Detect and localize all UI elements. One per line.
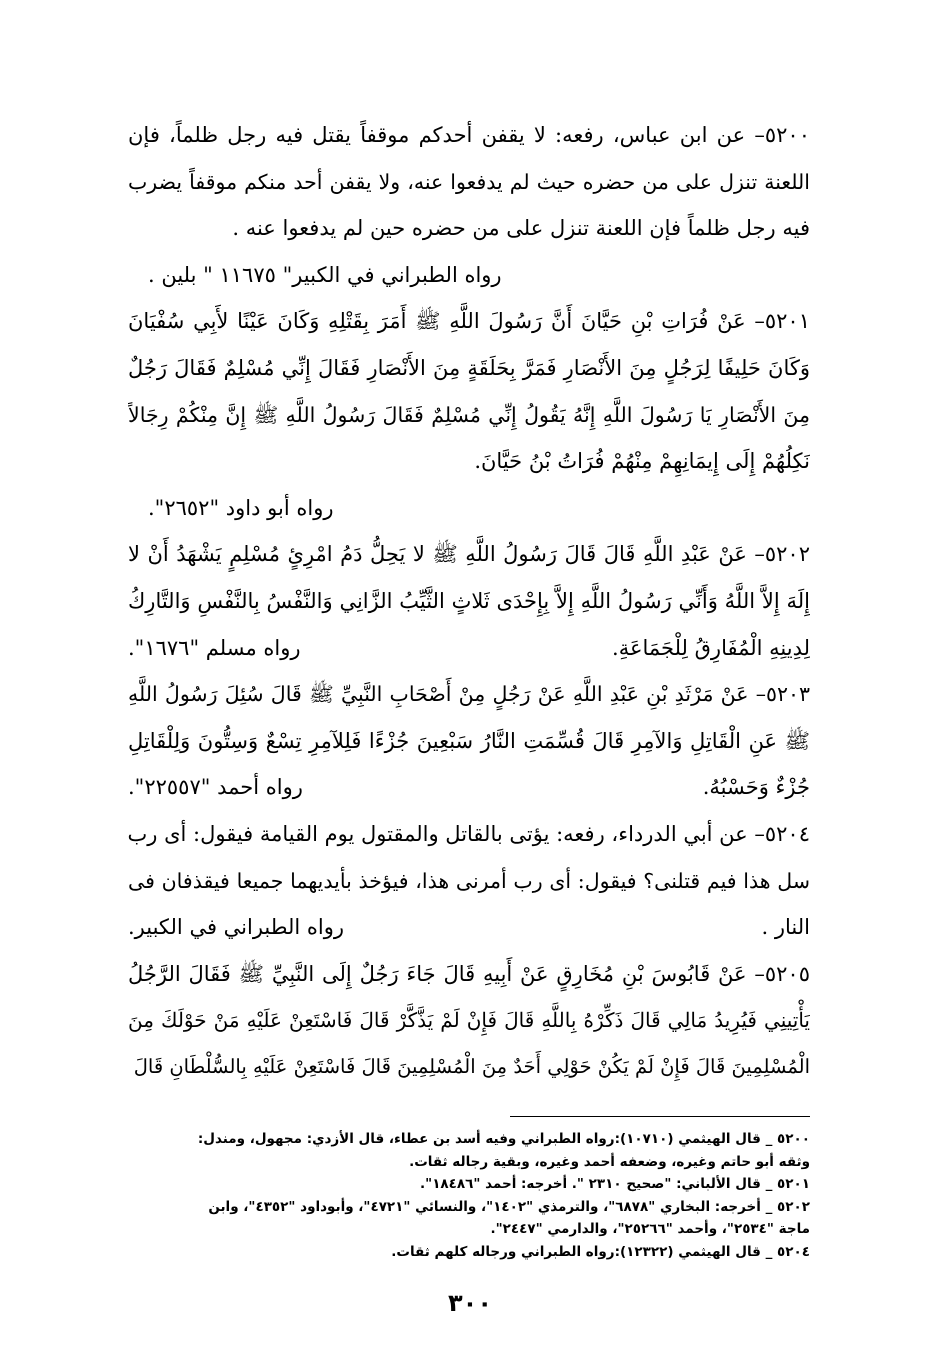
- line-text: مِنَ الأَنْصَارِ يَا رَسُولَ اللَّهِ إِنَّهُ يَقُولُ إِنِّي مُسْلِمٌ فَقَالَ رَسُولُ اللَّهِ ﷺ إِنَّ مِنْكُمْ رِجَالاً: [128, 402, 810, 427]
- text-line: [128, 531, 810, 577]
- line-text: سل هذا فيم قتلنى؟ فيقول: أى رب أمرنى هذا، فيؤخذ بأيديهما جميعا فيقذفان فى: [128, 868, 810, 893]
- line-text: ﷺ عَنِ الْقَاتِلِ وَالآمِرِ قَالَ قُسِّمَتِ النَّارُ سَبْعِينَ جُزْءًا فَلِلآمِرِ تِسْعٌ وَسِتُّونَ وَلِلْقَاتِلِ: [128, 728, 810, 753]
- hadith-source: رواه الطبراني في الكبير.: [128, 915, 345, 940]
- line-text: إِلَهَ إِلاَّ اللَّهُ وَأَنِّي رَسُولُ اللَّهِ إِلاَّ بِإِحْدَى ثَلاثٍ الثَّيِّبُ الزَّانِي وَالنَّفْسُ بِالنَّفْسِ وَالتَّارِكُ: [128, 589, 810, 613]
- text-line: [128, 625, 810, 671]
- text-line: [128, 392, 810, 438]
- hadith-source: رواه أحمد "٢٢٥٥٧".: [128, 775, 303, 800]
- line-text: يَأْتِينِي فَيُرِيدُ مَالِي قَالَ ذَكِّرْهُ بِاللَّهِ قَالَ فَإِنْ لَمْ يَذَّكَّرْ قَالَ فَاسْتَعِنْ عَلَيْهِ مَنْ حَوْلَكَ مِنَ: [128, 1008, 810, 1033]
- text-line: [128, 112, 810, 158]
- line-text: اللعنة تنزل على من حضره حيث لم يدفعوا عنه، ولا يقفن أحد منكم موقفاً يضرب: [128, 169, 810, 194]
- line-text: جُزْءٌ وَحَسْبُهُ.: [702, 775, 810, 800]
- text-line: [128, 858, 810, 904]
- text-line: [128, 1044, 810, 1090]
- footnote-line: ماجة "٢٥٣٤"، وأحمد "٢٥٢٦٦"، والدارمي "٢٤٤٧".: [490, 1221, 810, 1237]
- page-number: ٣٠٠: [448, 1289, 492, 1317]
- text-line: [128, 764, 810, 810]
- text-line: [128, 298, 810, 344]
- footnote-line: ٥٢٠٠ _ قال الهيثمي (١٠٧١٠):رواه الطبراني وفيه أسد بن عطاء، قال الأزدي: مجهول، ومندل:: [197, 1131, 810, 1147]
- line-text: ٥٢٠١– عَنْ فُرَاتِ بْنِ حَيَّانَ أَنَّ رَسُولَ اللَّهِ ﷺ أَمَرَ بِقَتْلِهِ وَكَانَ عَيْنًا لأَبِي سُفْيَانَ: [128, 309, 810, 334]
- line-text: ٥٢٠٤– عن أبي الدرداء، رفعه: يؤتى بالقاتل والمقتول يوم القيامة فيقول: أى رب: [128, 822, 810, 846]
- text-line: [128, 718, 810, 764]
- line-text: ٥٢٠٠– عن ابن عباس، رفعه: لا يقفن أحدكم موقفاً يقتل فيه رجل ظلماً، فإن: [128, 123, 810, 147]
- line-text: الْمُسْلِمِينَ قَالَ فَإِنْ لَمْ يَكُنْ حَوْلِي أَحَدٌ مِنَ الْمُسْلِمِينَ قَالَ فَاسْتَعِنْ عَلَيْهِ بِالسُّلْطَانِ قَالَ: [133, 1055, 810, 1078]
- text-line: [128, 951, 810, 997]
- line-text: ٥٢٠٢– عَنْ عَبْدِ اللَّهِ قَالَ قَالَ رَسُولُ اللَّهِ ﷺ لا يَحِلُّ دَمُ امْرِئٍ مُسْلِمٍ يَشْهَدُ أَنْ لا: [128, 542, 810, 567]
- line-text: فيه رجل ظلماً فإن اللعنة تنزل على من حضره حين لم يدفعوا عنه .: [232, 216, 810, 241]
- line-text: نَكِلُهُمْ إِلَى إِيمَانِهِمْ مِنْهُمْ فُرَاتُ بْنُ حَيَّانَ.: [474, 449, 810, 474]
- text-line: [128, 438, 810, 484]
- line-text: لِدِينِهِ الْمُفَارِقُ لِلْجَمَاعَةِ.: [612, 635, 810, 660]
- line-text: النار .: [761, 915, 810, 940]
- footnote-line: ٥٢٠١ _ قال الألباني: "صحيح ٢٣١٠ ". أخرجه: أحمد "١٨٤٨٦".: [420, 1176, 810, 1192]
- hadith-source: رواه الطبراني في الكبير" ١١٦٧٥ " بلين .: [148, 262, 502, 287]
- text-line: [128, 671, 810, 717]
- hadith-source: رواه أبو داود "٢٦٥٢".: [148, 495, 334, 520]
- footnote-separator: [510, 1116, 810, 1117]
- line-text: وَكَانَ حَلِيفًا لِرَجُلٍ مِنَ الأَنْصَارِ فَمَرَّ بِحَلَقَةٍ مِنَ الأَنْصَارِ فَقَالَ إِنِّي مُسْلِمٌ فَقَالَ رَجُلٌ: [128, 356, 810, 380]
- text-line: [128, 904, 810, 950]
- hadith-source: رواه مسلم "١٦٧٦".: [128, 635, 301, 660]
- line-text: ٥٢٠٥– عَنْ قَابُوسَ بْنِ مُخَارِقٍ عَنْ أَبِيهِ قَالَ جَاءَ رَجُلٌ إِلَى النَّبِيِّ ﷺ فَقَالَ الرَّجُلُ: [128, 961, 810, 986]
- text-line: [128, 997, 810, 1043]
- footnote-line: وثقه أبو حاتم وغيره، وضعفه أحمد وغيره، وبقية رجاله ثقات.: [409, 1153, 810, 1170]
- text-line: [128, 345, 810, 391]
- text-line: [128, 205, 810, 251]
- text-line: [128, 811, 810, 857]
- text-line: [128, 159, 810, 205]
- footnote-line: ٥٢٠٢ _ أخرجه: البخاري "٦٨٧٨"، والترمذي "١٤٠٢"، والنسائي "٤٧٢١"، وأبوداود "٤٣٥٢"، وابن: [208, 1198, 810, 1215]
- text-line: [128, 578, 810, 624]
- footnote-line: ٥٢٠٤ _ قال الهيثمي (١٢٣٢٢):رواه الطبراني ورجاله كلهم ثقات.: [391, 1243, 810, 1260]
- line-text: ٥٢٠٣– عَنْ مَرْثَدِ بْنِ عَبْدِ اللَّهِ عَنْ رَجُلٍ مِنْ أَصْحَابِ النَّبِيِّ ﷺ قَالَ سُئِلَ رَسُولُ اللَّهِ: [128, 682, 810, 707]
